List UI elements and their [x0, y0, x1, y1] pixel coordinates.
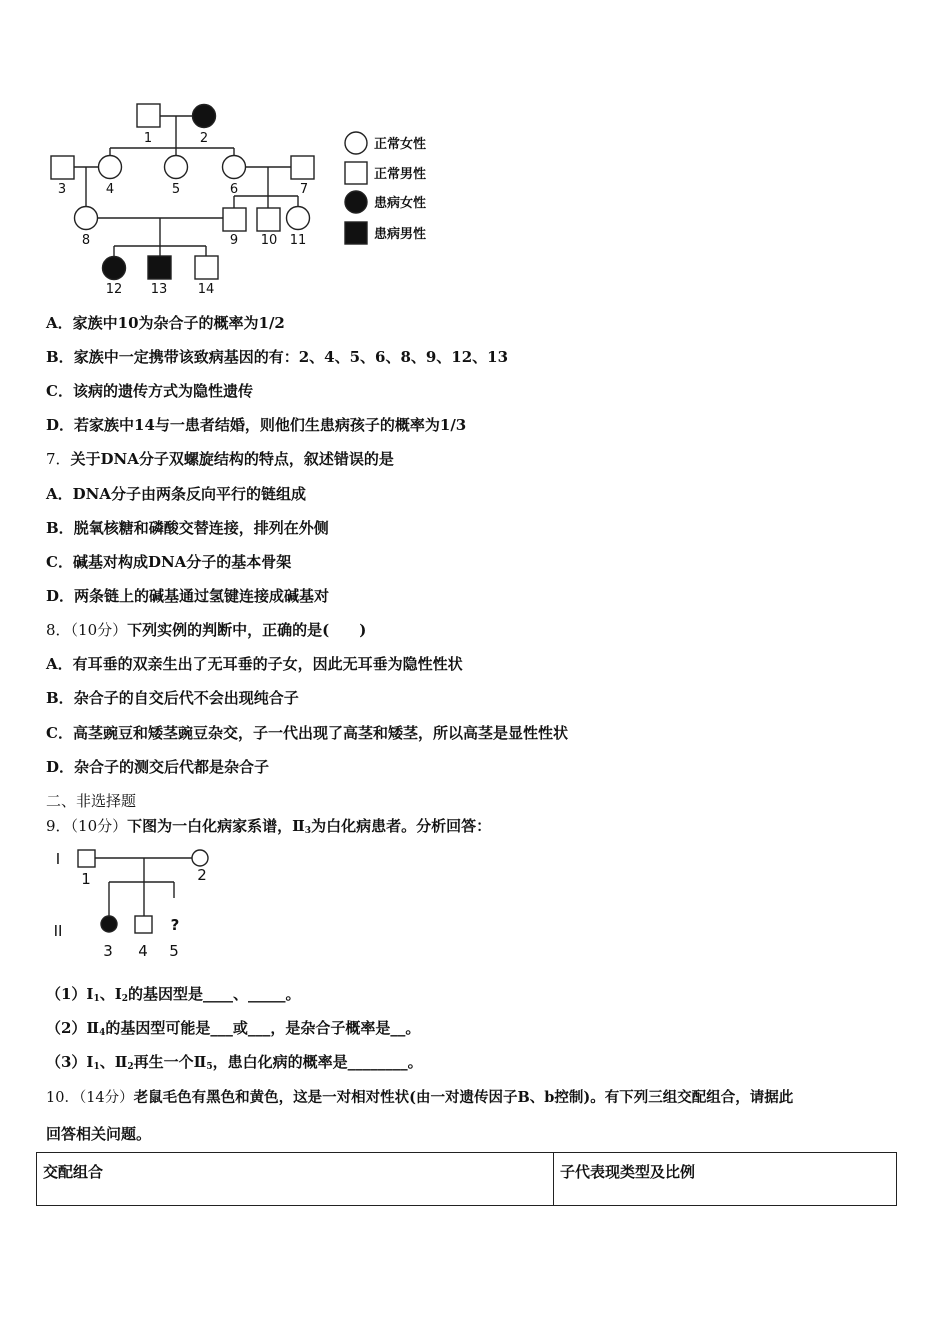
text-part: （1）Ⅰ [46, 985, 94, 1003]
text-part: 的基因型是____、_____。 [128, 985, 301, 1003]
label-2: 2 [199, 131, 209, 146]
legend-affected-male: 患病男性 [374, 227, 427, 242]
q7-option-c [46, 551, 291, 572]
table-header-cell: 交配组合 [37, 1153, 554, 1206]
option-text: 家族中10为杂合子的概率为1/2 [72, 314, 285, 332]
question-number: 10． [46, 1090, 79, 1106]
question-stem: 下列实例的判断中，正确的是( ) [127, 621, 367, 639]
label-6: 6 [229, 182, 239, 197]
q8-stem [46, 619, 366, 640]
individual-12 [103, 257, 126, 280]
q8-option-d [46, 756, 269, 777]
option-letter: B． [46, 689, 74, 707]
label-3: 3 [57, 182, 67, 197]
question-score: （10分） [70, 817, 128, 835]
individual-6 [223, 156, 246, 179]
q10-stem-line2: 回答相关问题。 [46, 1125, 152, 1143]
q10-stem-line1 [46, 1086, 793, 1107]
q6-option-a [46, 312, 285, 333]
q6-option-b [46, 346, 508, 367]
question-number: 7． [46, 450, 71, 468]
text-part: 再生一个Ⅱ [133, 1053, 207, 1071]
gen2-individual-3 [101, 916, 117, 932]
q9-sub2 [46, 1017, 420, 1038]
option-letter: D． [46, 416, 75, 434]
question-number: 9． [46, 817, 71, 835]
text-part: 的基因型可能是___或___，是杂合子概率是__。 [105, 1019, 421, 1037]
q8-option-a [46, 653, 463, 674]
legend-normal-male: 正常男性 [374, 167, 427, 182]
subscript: 4 [99, 1028, 106, 1038]
subscript: 1 [93, 1062, 100, 1072]
individual-3 [51, 156, 74, 179]
text-part: （3）Ⅰ [46, 1053, 94, 1071]
legend-affected-male-icon [345, 222, 367, 244]
q8-option-c [46, 722, 568, 743]
text-part: 、Ⅱ [99, 1053, 128, 1071]
option-text: 杂合子的自交后代不会出现纯合子 [73, 689, 299, 707]
individual-5 [165, 156, 188, 179]
generation-label-1: I [55, 850, 61, 868]
individual-1 [137, 104, 160, 127]
gen1-individual-1 [78, 850, 95, 867]
pedigree-chart-2 [44, 842, 224, 962]
option-text: 碱基对构成DNA分子的基本骨架 [72, 553, 292, 571]
option-letter: A． [46, 485, 73, 503]
label-5: 5 [169, 942, 179, 960]
individual-13 [148, 256, 171, 279]
legend-normal-female: 正常女性 [374, 137, 427, 152]
question-stem-part: 下图为一白化病家系谱，Ⅱ [127, 817, 305, 835]
option-letter: D． [46, 587, 75, 605]
q6-option-c [46, 380, 253, 401]
individual-11 [287, 207, 310, 230]
unknown-mark: ? [170, 916, 180, 934]
label-7: 7 [299, 182, 309, 197]
pedigree-chart-1 [44, 98, 454, 298]
question-number: 8． [46, 621, 71, 639]
question-stem: 老鼠毛色有黑色和黄色，这是一对相对性状(由一对遗传因子B、b控制)。有下列三组交配组合，请据此 [133, 1089, 794, 1106]
question-score: （10分） [70, 621, 128, 639]
individual-10 [257, 208, 280, 231]
label-8: 8 [81, 233, 91, 248]
label-13: 13 [150, 282, 168, 297]
label-1: 1 [81, 870, 91, 888]
legend-normal-female-icon [345, 132, 367, 154]
q7-stem [46, 448, 394, 469]
label-4: 4 [105, 182, 115, 197]
subscript: 2 [121, 994, 129, 1004]
question-stem: 关于DNA分子双螺旋结构的特点，叙述错误的是 [70, 450, 394, 468]
option-text: 高茎豌豆和矮茎豌豆杂交，子一代出现了高茎和矮茎，所以高茎是显性性状 [72, 724, 568, 742]
q7-option-d [46, 585, 329, 606]
q7-option-b [46, 517, 329, 538]
gen1-individual-2 [192, 850, 208, 866]
legend-affected-female-icon [345, 191, 367, 213]
option-text: 家族中一定携带该致病基因的有：2、4、5、6、8、9、12、13 [73, 348, 509, 366]
q9-sub3 [46, 1051, 423, 1072]
text-part: （2）Ⅱ [46, 1019, 100, 1037]
subscript: 2 [127, 1062, 134, 1072]
option-letter: B． [46, 348, 74, 366]
option-letter: A． [46, 314, 73, 332]
question-stem-part: 为白化病患者。分析回答： [311, 817, 492, 835]
individual-14 [195, 256, 218, 279]
text-part: 、Ⅰ [99, 985, 122, 1003]
option-text: 杂合子的测交后代都是杂合子 [74, 758, 270, 776]
option-letter: C． [46, 553, 73, 571]
option-letter: D． [46, 758, 75, 776]
option-text: 两条链上的碱基通过氢键连接成碱基对 [74, 587, 330, 605]
option-letter: B． [46, 519, 74, 537]
individual-7 [291, 156, 314, 179]
table-row [37, 1153, 897, 1206]
individual-4 [99, 156, 122, 179]
q6-option-d [46, 414, 466, 435]
option-text: 该病的遗传方式为隐性遗传 [72, 382, 253, 400]
option-text: 脱氧核糖和磷酸交替连接，排列在外侧 [73, 519, 329, 537]
option-text: DNA分子由两条反向平行的链组成 [72, 485, 306, 503]
q8-option-b [46, 687, 299, 708]
label-9: 9 [229, 233, 239, 248]
text-part: ，患白化病的概率是________。 [212, 1053, 423, 1071]
option-letter: A． [46, 655, 73, 673]
question-score: （14分） [78, 1090, 134, 1106]
q7-option-a [46, 483, 306, 504]
label-10: 10 [260, 233, 278, 248]
legend-normal-male-icon [345, 162, 367, 184]
label-12: 12 [105, 282, 123, 297]
individual-9 [223, 208, 246, 231]
label-11: 11 [289, 233, 307, 248]
label-3: 3 [103, 942, 113, 960]
individual-2 [193, 105, 216, 128]
q9-stem [46, 815, 491, 836]
generation-label-2: II [53, 922, 63, 940]
q9-sub1 [46, 983, 301, 1004]
label-1: 1 [143, 131, 153, 146]
option-text: 有耳垂的双亲生出了无耳垂的子女，因此无耳垂为隐性性状 [72, 655, 463, 673]
subscript: 3 [304, 826, 312, 836]
gen2-individual-4 [135, 916, 152, 933]
label-2: 2 [197, 866, 207, 884]
label-5: 5 [171, 182, 181, 197]
section-heading: 二、非选择题 [46, 792, 137, 810]
label-4: 4 [138, 942, 148, 960]
option-text: 若家族中14与一患者结婚，则他们生患病孩子的概率为1/3 [74, 416, 467, 434]
subscript: 1 [93, 994, 100, 1004]
label-14: 14 [197, 282, 215, 297]
individual-8 [75, 207, 98, 230]
cross-table [36, 1152, 897, 1206]
option-letter: C． [46, 724, 73, 742]
option-letter: C． [46, 382, 73, 400]
table-header-cell: 子代表现类型及比例 [554, 1153, 897, 1206]
legend-affected-female: 患病女性 [374, 196, 427, 211]
subscript: 5 [206, 1062, 213, 1072]
